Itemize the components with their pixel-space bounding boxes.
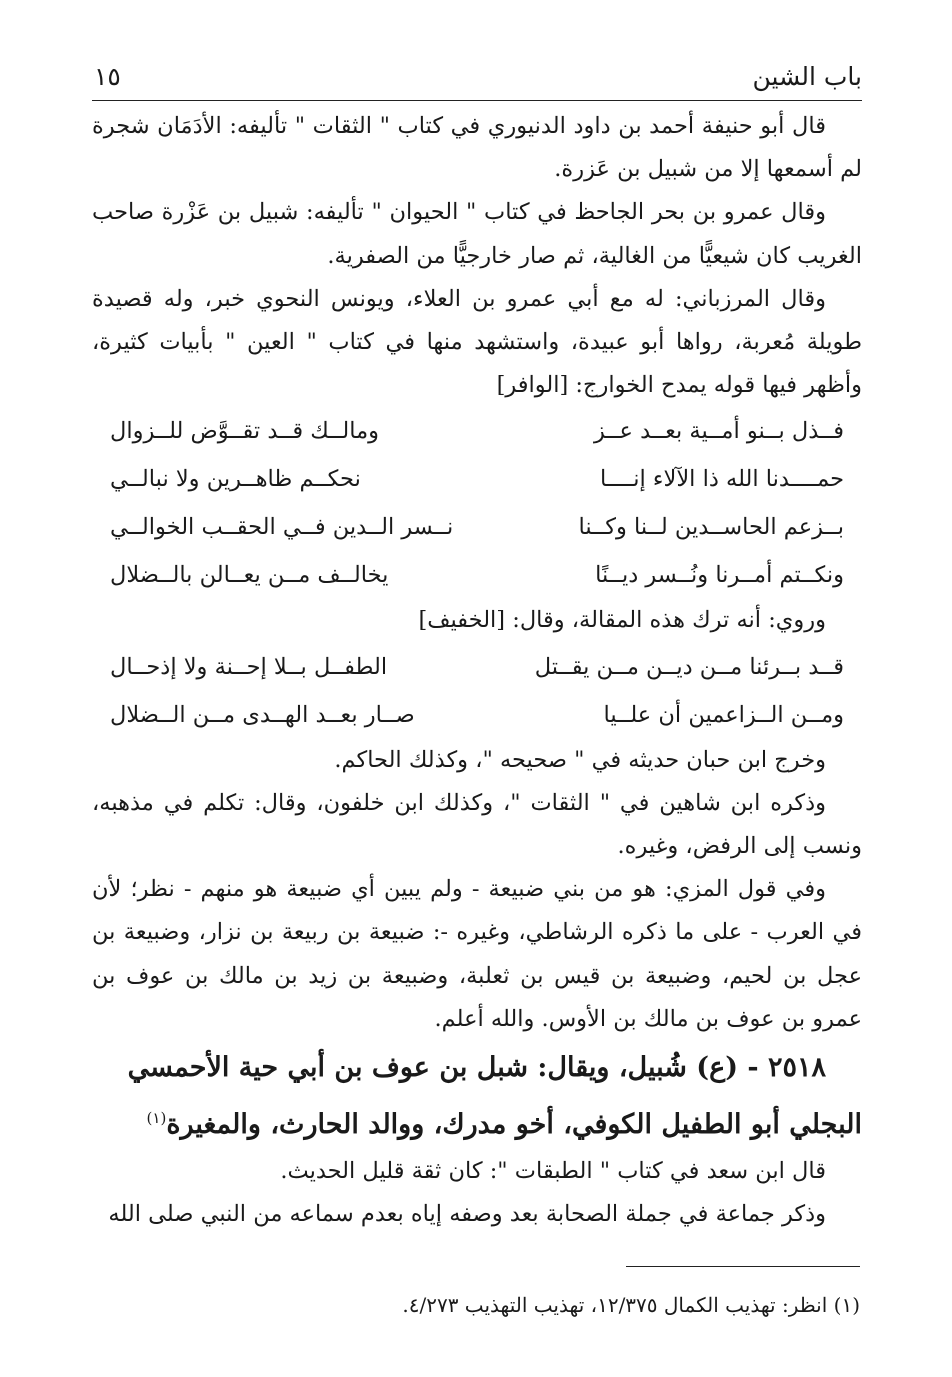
verse-second-hemistich: نــسر الــدين فــي الحقــب الخوالــي: [110, 514, 454, 541]
verse-second-hemistich: ومالــك قــد تقــوَّض للــزوال: [110, 418, 380, 445]
poem-wafir: [92, 407, 862, 599]
page-body: [92, 101, 862, 1236]
verse-line: [92, 455, 862, 503]
verse-second-hemistich: الطفــل بــلا إحــنة ولا إذحــال: [110, 653, 388, 680]
verse-line: [92, 407, 862, 455]
verse-second-hemistich: يخالــف مــن يعــالن بالــضلال: [110, 562, 389, 589]
chapter-title: باب الشين: [752, 62, 862, 91]
verse-first-hemistich: فــذل بــنو أمــية بعــد عــز: [593, 418, 844, 445]
transition-line: وروي: أنه ترك هذه المقالة، وقال: [الخفيف]: [418, 607, 826, 634]
paragraph: قال أبو حنيفة أحمد بن داود الدنيوري في كتاب " الثقات " تأليفه: الأدَمَان شجرة لم أسمعها إلا من شبيل بن عَزرة.: [92, 113, 862, 183]
paragraph: وذكر جماعة في جملة الصحابة بعد وصفه إياه بعدم سماعه من النبي صلى الله: [108, 1201, 826, 1228]
book-page: [92, 52, 862, 1236]
verse-second-hemistich: نحكــم ظاهــرين ولا نبالــي: [110, 466, 361, 493]
verse-first-hemistich: بــزعم الحاســدين لــنا وكــنا: [578, 514, 844, 541]
footnote: (١) انظر: تهذيب الكمال ١٢/٣٧٥، تهذيب التهذيب ٤/٢٧٣.: [402, 1293, 860, 1317]
entry-heading: [92, 1043, 862, 1150]
running-header: [92, 52, 862, 101]
verse-first-hemistich: حمــــدنا الله ذا الآلاء إنــــا: [600, 466, 844, 493]
poem-khafif: [92, 643, 862, 739]
entry-heading-text: ٢٥١٨ - (ع) شُبيل، ويقال: شبل بن عوف بن أبي حية الأحمسي البجلي أبو الطفيل الكوفي، أخو مدرك، ووالد الحارث، والمغيرة: [127, 1052, 862, 1141]
paragraph: قال ابن سعد في كتاب " الطبقات ": كان ثقة قليل الحديث.: [280, 1158, 826, 1185]
paragraph: وخرج ابن حبان حديثه في " صحيحه "، وكذلك الحاكم.: [334, 746, 826, 773]
footnote-divider: [626, 1266, 860, 1267]
paragraph: وقال المرزباني: له مع أبي عمرو بن العلاء، ويونس النحوي خبر، وله قصيدة طويلة مُعربة، رواها أبو عبيدة، واستشهد منها في كتاب " العين " بأبيات كثيرة، وأظهر فيها قوله يمدح الخوارج: [الوافر]: [92, 285, 862, 399]
verse-line: [92, 691, 862, 739]
verse-line: [92, 643, 862, 691]
verse-line: [92, 551, 862, 599]
verse-first-hemistich: قــد بــرئنا مــن ديــن مــن يقــتل: [534, 653, 844, 680]
paragraph: وذكره ابن شاهين في " الثقات "، وكذلك ابن خلفون، وقال: تكلم في مذهبه، ونسب إلى الرفض، وغيره.: [92, 789, 862, 860]
verse-second-hemistich: صــار بعــد الهــدى مــن الــضلال: [110, 701, 415, 728]
footnote-marker: (١): [146, 1109, 167, 1128]
page-number: ١٥: [94, 62, 121, 91]
verse-first-hemistich: ونكــتم أمــرنا ونُــسر ديــنًا: [595, 562, 844, 589]
paragraph: وفي قول المزي: هو من بني ضبيعة - ولم يبين أي ضبيعة هو منهم - نظر؛ لأن في العرب - على ما ذكره الرشاطي، وغيره -: ضبيعة بن ربيعة بن نزار، وضبيعة بن عجل بن لحيم، وضبيعة بن قيس بن ثعلبة، وضبيعة بن زيد بن مالك بن عوف بن عمرو بن عوف بن مالك بن الأوس. والله أعلم.: [92, 876, 862, 1032]
paragraph: وقال عمرو بن بحر الجاحظ في كتاب " الحيوان " تأليفه: شبيل بن عَزْرة صاحب الغريب كان شيعيًّا من الغالية، ثم صار خارجيًّا من الصفرية.: [92, 199, 862, 269]
verse-first-hemistich: ومــن الــزاعمين أن علــيا: [603, 701, 844, 728]
verse-line: [92, 503, 862, 551]
